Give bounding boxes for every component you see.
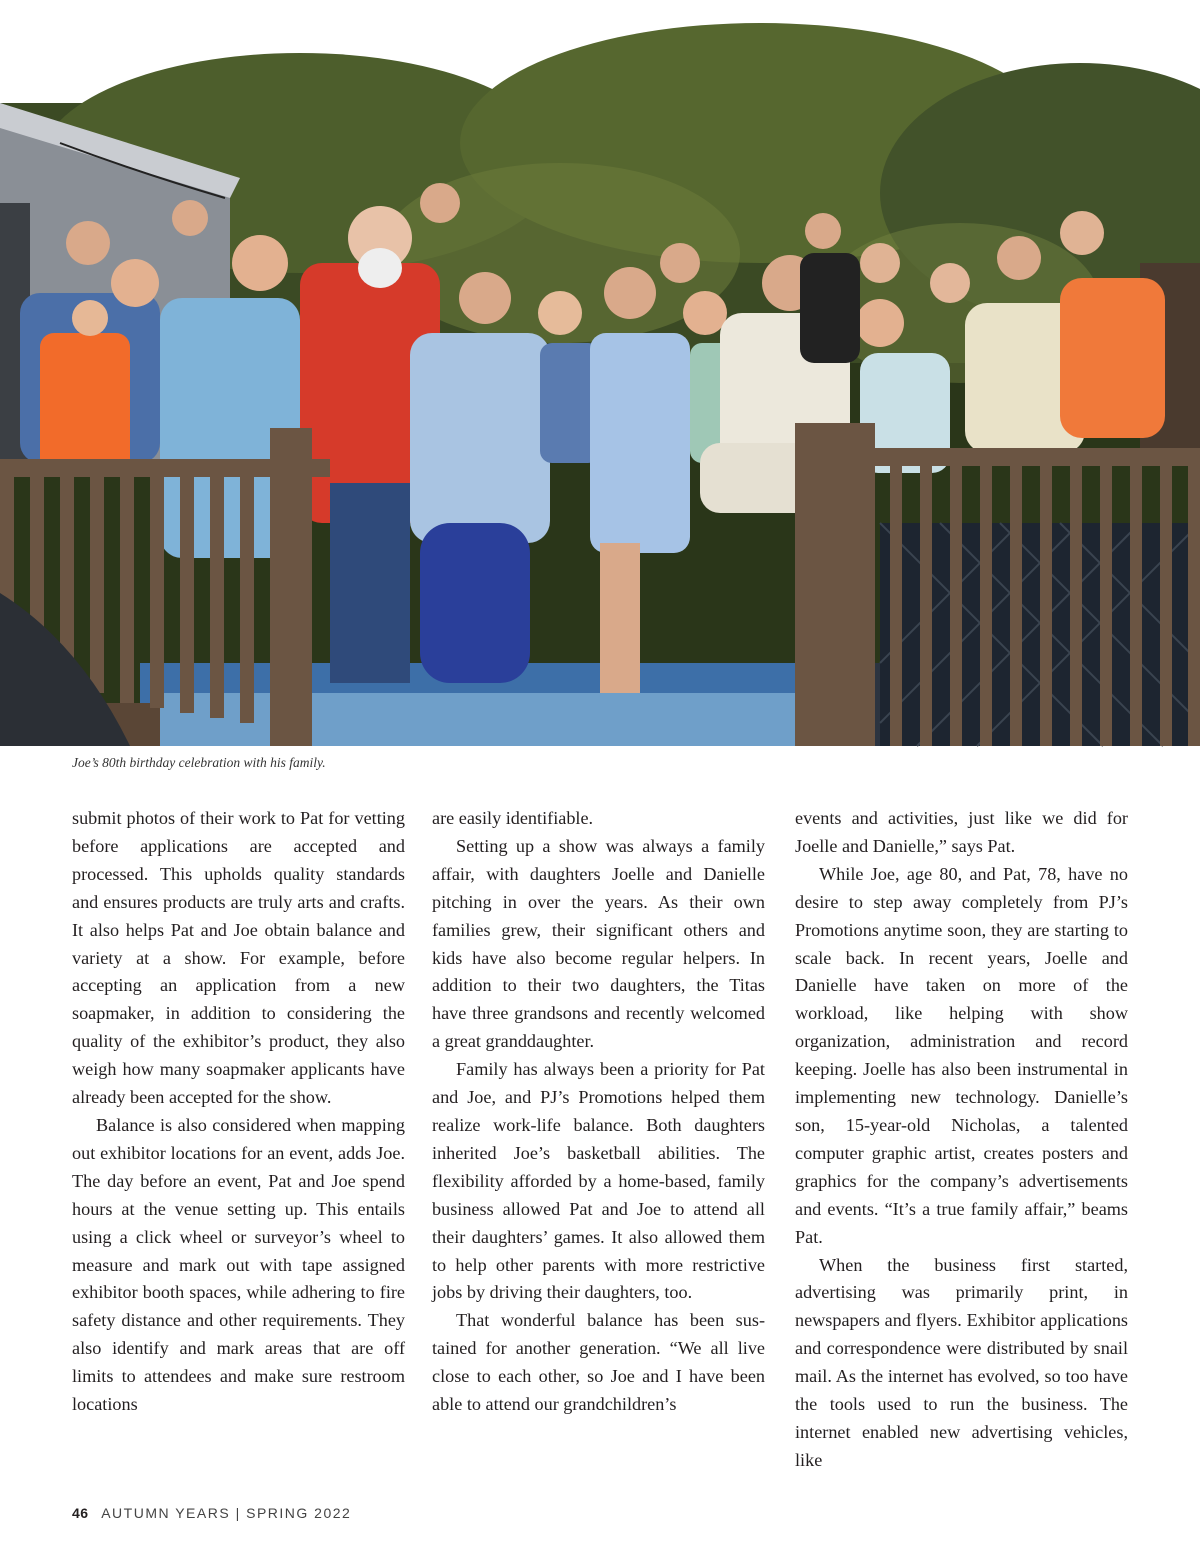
text-column-2 [432,805,765,1445]
family-birthday-photo [0,103,1200,746]
text-column-1 [72,805,405,1445]
page-footer [72,1505,351,1521]
page-number: 46 [72,1505,89,1521]
paragraph: events and activities, just like we did for Joelle and Danielle,” says Pat. [795,808,1128,856]
paragraph: Balance is also considered when mapping out exhibitor locations for an event, adds Joe. The day before an event, Pat and Joe spend hours at the venue setting up. This entails using a click wheel or surveyor’s wheel to measure and mark out with tape assigned exhibitor booth spaces, while adhering to fire safety distance and other requirements. They also identify and mark areas that are off limits to attendees and make sure restroom locations [72,1114,405,1415]
paragraph: Setting up a show was always a family affair, with daughters Joelle and Danielle pitching in over the years. As their own families grew, their significant others and kids have also become regular helpers. In addition to their two daughters, the Titas have three grandsons and recently welcomed a great granddaughter. [432,835,765,1052]
text-column-3 [795,805,1128,1470]
paragraph: Family has always been a priority for Pat and Joe, and PJ’s Promotions helped them realize work-life balance. Both daughters inherited Joe’s basketball abilities. The flexibility afforded by a home-based, family business allowed Pat and Joe to attend all their daughters’ games. It also allowed them to help other parents with more restrictive jobs by driving their daughters, too. [432,1059,765,1303]
photo-caption: Joe’s 80th birthday celebration with his family. [72,755,326,770]
publication-name: AUTUMN YEARS | SPRING 2022 [101,1505,352,1521]
paragraph: submit photos of their work to Pat for vetting before applications are accepted and processed. This upholds quality standards and ensures products are truly arts and crafts. It also helps Pat and Joe obtain balance and variety at a show. For example, before accepting an application from a new soapmaker, in addition to considering the quality of the exhibitor’s product, they also weigh how many soapmaker applicants have already been accepted for the show. [72,808,405,1108]
paragraph: When the business first started, advertising was primarily print, in newspapers and flyers. Exhibitor applications and correspondence were distributed by snail mail. As the internet has evolved, so too have the tools used to run the business. The internet enabled new advertising vehicles, like [795,1254,1128,1470]
paragraph: are easily identifiable. [432,808,594,828]
paragraph: That wonderful balance has been sustained for another generation. “We all live close to each other, so Joe and I have been able to attend our grandchildren’s [432,1310,765,1415]
paragraph: While Joe, age 80, and Pat, 78, have no desire to step away completely from PJ’s Promotions anytime soon, they are starting to scale back. In recent years, Joelle and Danielle have taken on more of the workload, like helping with show organization, administration and record keeping. Joelle has also been instrumental in implementing new technology. Danielle’s son, 15-year-old Nicholas, a talented computer graphic artist, creates posters and graphics for the company’s advertisements and events. “It’s a true family affair,” beams Pat. [795,863,1128,1247]
